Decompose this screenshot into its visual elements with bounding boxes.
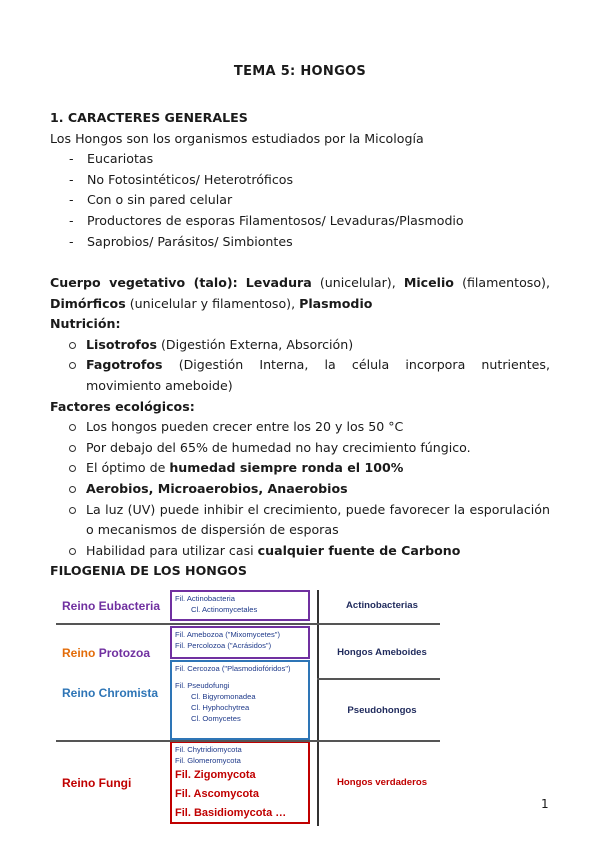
phylum-label-major: Fil. Zigomycota [175,769,256,781]
realm-protozoa-name: Protozoa [98,646,151,660]
intro-text: Los Hongos son los organismos estudiados por la Micología [50,130,424,146]
group-pseudohongos: Pseudohongos [347,705,417,716]
list-item: - Saprobios/ Parásitos/ Simbiontes [50,232,550,253]
phylum-label: Fil. Actinobacteria [175,594,235,603]
box-fungi [170,741,310,824]
cuerpo-vegetativo [50,273,550,314]
factores-list [50,417,550,561]
list-item: - Con o sin pared celular [50,190,550,211]
realm-eubacteria: Reino Eubacteria [62,599,161,613]
dimorficos-term: Dimórficos [50,295,126,311]
factores-heading: Factores ecológicos: [50,398,195,414]
list-item [50,355,550,396]
dimorficos-desc: (unicelular y filamentoso), [129,295,296,311]
divider-vertical [317,590,319,826]
list-item [50,479,550,500]
nutricion-list [50,335,550,397]
list-item: La luz (UV) puede inhibir el crecimiento, puede favorecer la esporulación o mecanismos de dispersión de esporas [50,500,550,541]
page-title: TEMA 5: HONGOS [233,64,367,79]
list-item: Los hongos pueden crecer entre los 20 y los 50 °C [50,417,550,438]
nutrition-desc: (Digestión Externa, Absorción) [161,336,354,352]
phylum-label: Fil. Percolozoa ("Acrásidos") [175,641,272,650]
phylum-label: Fil. Amebozoa ("Mixomycetes") [175,630,280,639]
plasmodio-term: Plasmodio [299,295,373,311]
section-body [50,273,550,582]
nutricion-heading: Nutrición: [50,316,121,332]
group-hongos-verdaderos: Hongos verdaderos [336,777,428,788]
divider-horizontal [56,623,440,625]
section-heading: 1. CARACTERES GENERALES [50,110,248,125]
list-item: - No Fotosintéticos/ Heterotróficos [50,170,550,191]
nutrition-term: Lisotrofos [86,336,157,352]
phylogeny-table [56,590,440,826]
box-eubacteria [170,590,310,621]
factor-bold: cualquier fuente de Carbono [257,542,461,558]
factor-bold: humedad siempre ronda el 100% [169,460,404,476]
factor-text: El óptimo de [86,460,166,476]
group-actinobacterias: Actinobacterias [346,600,418,611]
factor-text: Habilidad para utilizar casi [86,542,254,558]
factor-bold: Aerobios, Microaerobios, Anaerobios [86,480,348,496]
group-hongos-ameboides: Hongos Ameboides [337,647,427,658]
list-item: - Eucariotas [50,149,550,170]
levadura-term: Levadura [245,275,312,290]
phylum-label: Fil. Glomeromycota [175,756,241,765]
list-item [50,541,550,562]
micelio-term: Micelio [403,275,454,290]
box-chromista [170,660,310,740]
list-item: Por debajo del 65% de humedad no hay crecimiento fúngico. [50,438,550,459]
realm-fungi: Reino Fungi [62,776,132,790]
class-label: Cl. Hyphochytrea [191,703,250,712]
phylum-label: Fil. Pseudofungi [175,681,230,690]
cuerpo-label: Cuerpo vegetativo (talo): [50,275,238,290]
realm-protozoa [62,646,150,660]
box-protozoa [170,626,310,659]
section-general [50,108,550,252]
characteristics-list [50,149,550,252]
phylum-label-major: Fil. Ascomycota [175,788,259,800]
phylum-label: Fil. Chytridiomycota [175,745,242,754]
list-item [50,335,550,356]
class-label: Cl. Bigyromonadea [191,692,256,701]
realm-chromista: Reino Chromista [62,686,159,700]
levadura-desc: (unicelular), [319,275,396,290]
list-item: - Productores de esporas Filamentosos/ Levaduras/Plasmodio [50,211,550,232]
class-label: Cl. Actinomycetales [191,605,258,614]
page-number: 1 [541,797,549,811]
filogenia-heading: FILOGENIA DE LOS HONGOS [50,563,247,579]
realm-protozoa-prefix: Reino [62,646,96,660]
nutrition-term: Fagotrofos [86,357,163,373]
phylum-label: Fil. Cercozoa ("Plasmodiofóridos") [175,664,291,673]
divider-horizontal [317,678,440,680]
nutrition-desc: (Digestión Interna, la célula incorpora nutrientes, movimiento ameboide) [86,357,550,393]
micelio-desc: (filamentoso), [462,275,550,290]
divider-horizontal [56,740,440,742]
list-item [50,458,550,479]
phylum-label-major: Fil. Basidiomycota … [175,807,287,819]
class-label: Cl. Oomycetes [191,714,241,723]
